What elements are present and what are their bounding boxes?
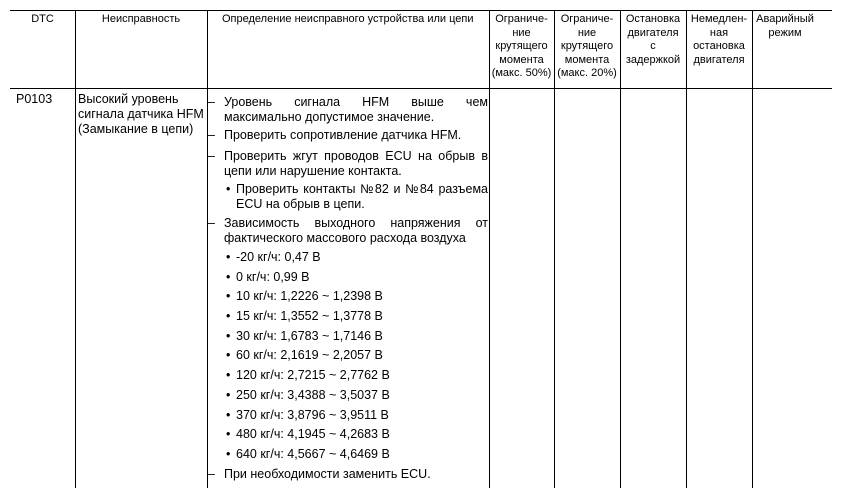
list-item: • 480 кг/ч: 4,1945 ~ 4,2683 В: [208, 427, 488, 442]
dtc-code: P0103: [16, 92, 53, 106]
header-fault: Неисправность: [101, 13, 181, 25]
list-item: • Проверить контакты №82 и №84 разъема ECU на обрыв в цепи.: [208, 182, 488, 212]
header-emergency-mode: Аварийный режим: [756, 13, 814, 39]
header-torque-limit-50: Ограниче- ние крутящего момента (макс. 50%): [491, 13, 552, 79]
list-item: – Проверить сопротивление датчика HFM.: [208, 128, 488, 143]
header-determination: Определение неисправного устройства или цепи: [222, 13, 474, 25]
fault-description: Высокий уровень сигнала датчика HFM (Замыкание в цепи): [78, 92, 204, 136]
list-item: • -20 кг/ч: 0,47 В: [208, 250, 488, 265]
list-item: – Проверить жгут проводов ECU на обрыв в цепи или нарушение контакта.: [208, 149, 488, 179]
header-top-border: [10, 10, 832, 11]
column-divider: [620, 10, 621, 488]
determination-list: [208, 95, 488, 482]
header-dtc: DTC: [31, 13, 54, 25]
column-divider: [686, 10, 687, 488]
header-torque-limit-20: Ограниче- ние крутящего момента (макс. 20%): [557, 13, 617, 79]
column-divider: [489, 10, 490, 488]
dtc-table: [10, 10, 832, 488]
list-item: • 30 кг/ч: 1,6783 ~ 1,7146 В: [208, 329, 488, 344]
header-bottom-border: [10, 88, 832, 89]
list-item: – При необходимости заменить ECU.: [208, 467, 488, 482]
header-immediate-engine-stop: Немедлен- ная остановка двигателя: [690, 13, 748, 66]
list-item: • 250 кг/ч: 3,4388 ~ 3,5037 В: [208, 388, 488, 403]
list-item: • 0 кг/ч: 0,99 В: [208, 270, 488, 285]
list-item: – Зависимость выходного напряжения от фактического массового расхода воздуха: [208, 216, 488, 246]
column-divider: [752, 10, 753, 488]
list-item: • 60 кг/ч: 2,1619 ~ 2,2057 В: [208, 348, 488, 363]
header-delayed-engine-stop: Остановка двигателя с задержкой: [625, 13, 681, 66]
column-divider: [554, 10, 555, 488]
list-item: • 370 кг/ч: 3,8796 ~ 3,9511 В: [208, 408, 488, 423]
list-item: • 15 кг/ч: 1,3552 ~ 1,3778 В: [208, 309, 488, 324]
column-divider: [75, 10, 76, 488]
list-item: • 640 кг/ч: 4,5667 ~ 4,6469 В: [208, 447, 488, 462]
list-item: • 120 кг/ч: 2,7215 ~ 2,7762 В: [208, 368, 488, 383]
list-item: – Уровень сигнала HFM выше чем максимально допустимое значение.: [208, 95, 488, 125]
list-item: • 10 кг/ч: 1,2226 ~ 1,2398 В: [208, 289, 488, 304]
